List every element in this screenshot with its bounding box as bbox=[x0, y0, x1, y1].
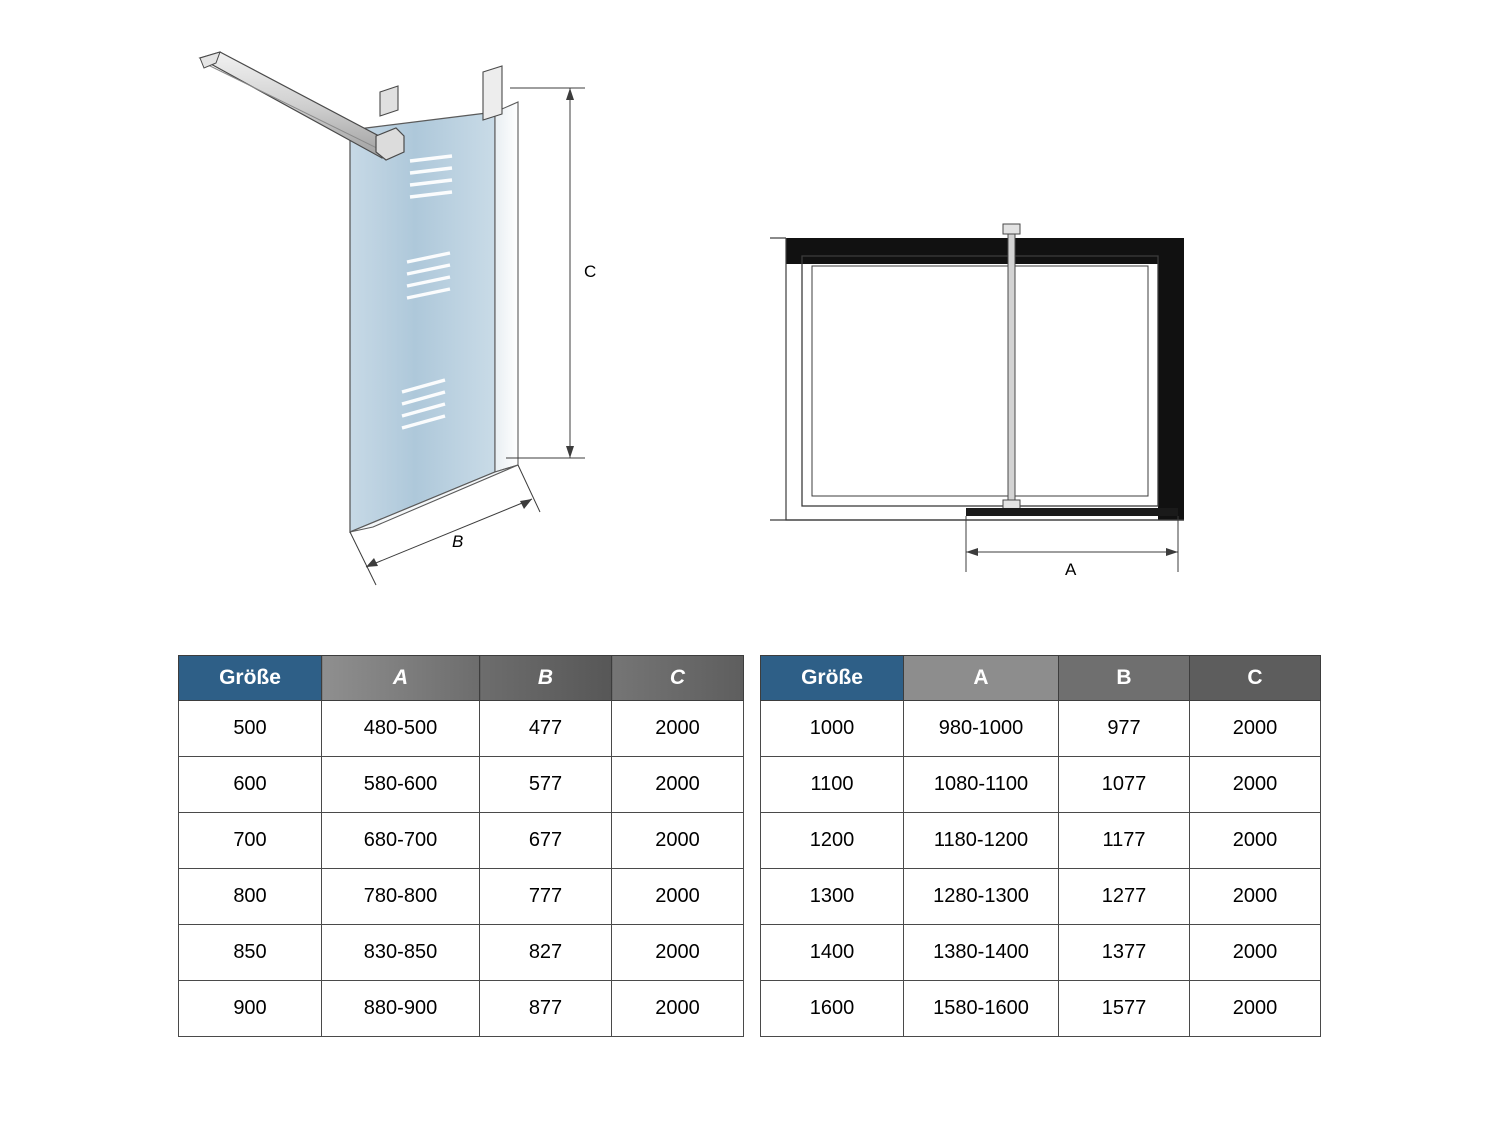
cell-b: 577 bbox=[480, 757, 612, 813]
column-header-size: Größe bbox=[179, 656, 322, 701]
cell-c: 2000 bbox=[1190, 757, 1321, 813]
cell-b: 827 bbox=[480, 925, 612, 981]
cell-b: 977 bbox=[1059, 701, 1190, 757]
cell-size: 1600 bbox=[761, 981, 904, 1037]
table-row bbox=[761, 869, 1321, 925]
column-header-b: B bbox=[480, 656, 612, 701]
cell-a: 780-800 bbox=[322, 869, 480, 925]
glass-edge bbox=[495, 102, 518, 472]
cell-a: 580-600 bbox=[322, 757, 480, 813]
table-row bbox=[179, 701, 744, 757]
column-header-c: C bbox=[612, 656, 744, 701]
column-header-b: B bbox=[1059, 656, 1190, 701]
cell-a: 1380-1400 bbox=[904, 925, 1059, 981]
table-row bbox=[761, 757, 1321, 813]
size-table-right bbox=[760, 655, 1321, 1037]
cell-size: 1300 bbox=[761, 869, 904, 925]
table-row bbox=[761, 813, 1321, 869]
top-mount bbox=[483, 66, 502, 120]
cell-size: 1000 bbox=[761, 701, 904, 757]
column-header-c: C bbox=[1190, 656, 1321, 701]
glass-panel bbox=[350, 112, 495, 532]
table-header-row bbox=[761, 656, 1321, 701]
cell-c: 2000 bbox=[1190, 925, 1321, 981]
cell-a: 1580-1600 bbox=[904, 981, 1059, 1037]
glass-clamp bbox=[380, 86, 398, 116]
perspective-drawing-svg bbox=[180, 40, 660, 620]
cell-b: 1377 bbox=[1059, 925, 1190, 981]
cell-c: 2000 bbox=[612, 869, 744, 925]
wall-frame bbox=[786, 238, 1184, 520]
table-header-row bbox=[179, 656, 744, 701]
cell-a: 1180-1200 bbox=[904, 813, 1059, 869]
size-table-left bbox=[178, 655, 744, 1037]
cell-a: 980-1000 bbox=[904, 701, 1059, 757]
column-header-a: A bbox=[322, 656, 480, 701]
cell-b: 477 bbox=[480, 701, 612, 757]
cell-c: 2000 bbox=[1190, 981, 1321, 1037]
table-row bbox=[179, 813, 744, 869]
front-view-drawing bbox=[760, 200, 1280, 620]
cell-c: 2000 bbox=[612, 981, 744, 1037]
perspective-drawing bbox=[180, 40, 660, 620]
cell-c: 2000 bbox=[612, 813, 744, 869]
dimension-label-b: B bbox=[452, 532, 464, 551]
table-row bbox=[179, 925, 744, 981]
cell-b: 677 bbox=[480, 813, 612, 869]
cell-size: 850 bbox=[179, 925, 322, 981]
cell-c: 2000 bbox=[1190, 813, 1321, 869]
cell-size: 700 bbox=[179, 813, 322, 869]
cell-size: 1100 bbox=[761, 757, 904, 813]
cell-size: 600 bbox=[179, 757, 322, 813]
front-view-svg bbox=[760, 200, 1280, 620]
stabiliser-bar bbox=[200, 52, 398, 158]
cell-c: 2000 bbox=[1190, 869, 1321, 925]
cell-a: 1280-1300 bbox=[904, 869, 1059, 925]
cell-a: 1080-1100 bbox=[904, 757, 1059, 813]
table-row bbox=[761, 701, 1321, 757]
table-row bbox=[179, 869, 744, 925]
cell-c: 2000 bbox=[1190, 701, 1321, 757]
table-row bbox=[761, 981, 1321, 1037]
glass-panel-front bbox=[802, 256, 1158, 506]
cell-size: 500 bbox=[179, 701, 322, 757]
stabiliser-bar-front bbox=[1003, 224, 1020, 510]
cell-a: 880-900 bbox=[322, 981, 480, 1037]
cell-c: 2000 bbox=[612, 757, 744, 813]
dimension-label-c: C bbox=[584, 262, 597, 281]
table-row bbox=[179, 981, 744, 1037]
cell-a: 680-700 bbox=[322, 813, 480, 869]
cell-b: 1277 bbox=[1059, 869, 1190, 925]
dimension-label-a: A bbox=[1065, 560, 1077, 579]
cell-size: 1400 bbox=[761, 925, 904, 981]
cell-b: 777 bbox=[480, 869, 612, 925]
glass-panel-front-inner bbox=[812, 266, 1148, 496]
cell-b: 1577 bbox=[1059, 981, 1190, 1037]
tray-outline bbox=[786, 238, 1184, 520]
cell-b: 877 bbox=[480, 981, 612, 1037]
cell-b: 1077 bbox=[1059, 757, 1190, 813]
wall-frame-right bbox=[1158, 238, 1184, 520]
table-row bbox=[761, 925, 1321, 981]
cell-size: 900 bbox=[179, 981, 322, 1037]
cell-c: 2000 bbox=[612, 701, 744, 757]
cell-b: 1177 bbox=[1059, 813, 1190, 869]
cell-a: 830-850 bbox=[322, 925, 480, 981]
bottom-profile bbox=[966, 508, 1178, 516]
column-header-size: Größe bbox=[761, 656, 904, 701]
column-header-a: A bbox=[904, 656, 1059, 701]
cell-size: 1200 bbox=[761, 813, 904, 869]
cell-size: 800 bbox=[179, 869, 322, 925]
cell-a: 480-500 bbox=[322, 701, 480, 757]
table-row bbox=[179, 757, 744, 813]
cell-c: 2000 bbox=[612, 925, 744, 981]
